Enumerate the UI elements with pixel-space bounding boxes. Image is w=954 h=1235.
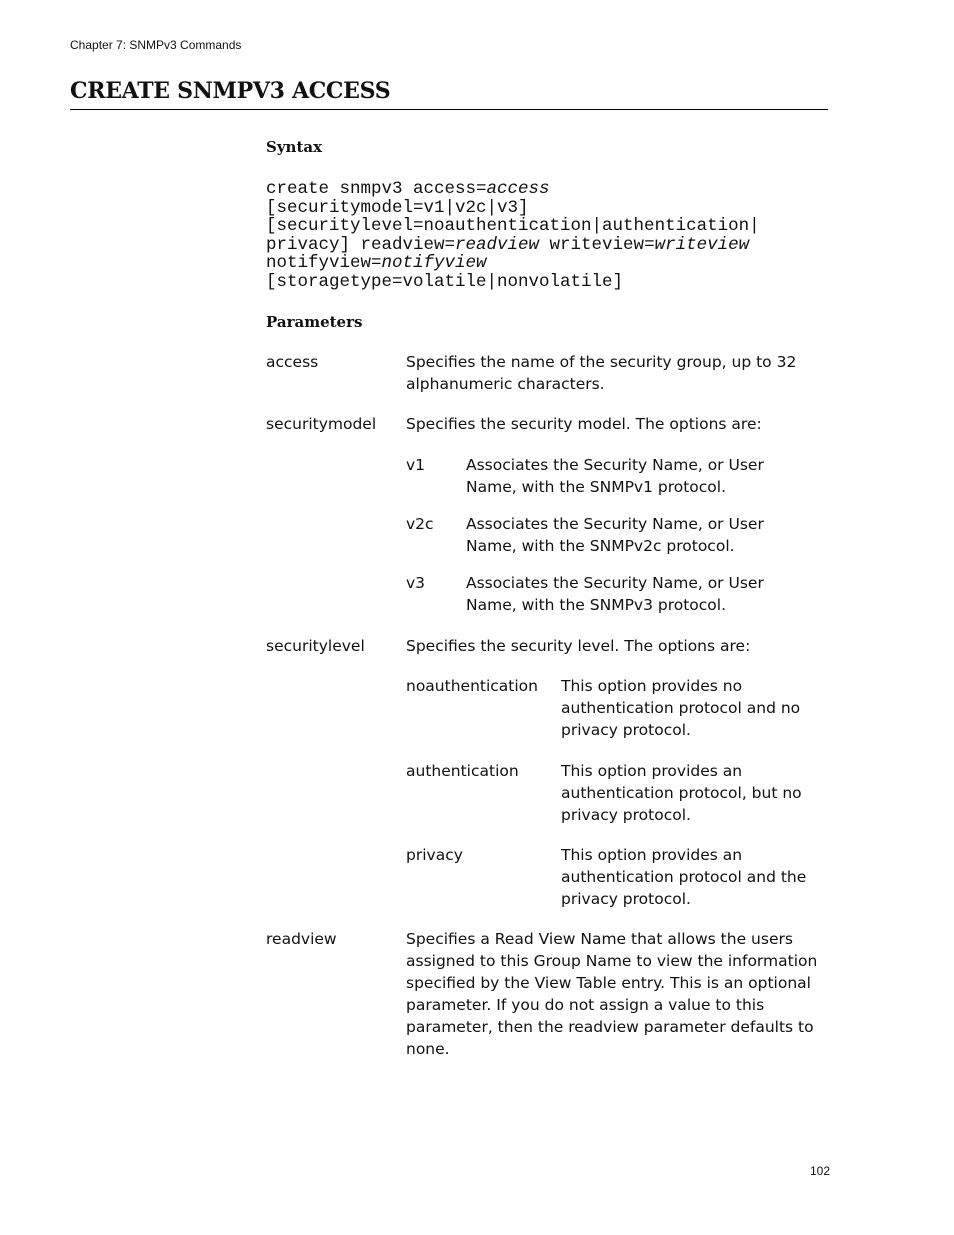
page-number: 102 (810, 1164, 831, 1178)
running-header: Chapter 7: SNMPv3 Commands (70, 38, 242, 52)
syntax-line: create snmpv3 access=access (266, 179, 550, 199)
option-desc-v2c: Associates the Security Name, or User Name, with the SNMPv2c protocol. (466, 515, 764, 555)
option-desc-authentication: This option provides an authentication protocol, but no privacy protocol. (561, 762, 802, 824)
param-term-securitylevel: securitylevel (266, 637, 365, 655)
option-name-authentication: authentication (406, 762, 519, 780)
option-name-v2c: v2c (406, 515, 434, 533)
param-term-access: access (266, 353, 319, 371)
option-desc-v1: Associates the Security Name, or User Name, with the SNMPv1 protocol. (466, 456, 764, 496)
option-name-noauthentication: noauthentication (406, 677, 538, 695)
syntax-block (266, 180, 760, 292)
option-name-privacy: privacy (406, 846, 463, 864)
syntax-heading: Syntax (266, 138, 323, 156)
title-rule (70, 109, 828, 110)
syntax-line: notifyview=notifyview (266, 253, 487, 274)
option-desc-privacy: This option provides an authentication protocol and the privacy protocol. (561, 846, 807, 908)
parameters-heading: Parameters (266, 313, 363, 331)
syntax-line: [securitylevel=noauthentication|authentication| (266, 216, 760, 237)
option-name-v3: v3 (406, 574, 426, 592)
param-term-securitymodel: securitymodel (266, 415, 377, 433)
option-desc-noauthentication: This option provides no authentication protocol and no privacy protocol. (561, 677, 801, 739)
param-desc-readview: Specifies a Read View Name that allows the users assigned to this Group Name to view the information specified by the View Table entry. This is an optional parameter. If you do not assign a value to this parameter, then the readview parameter defaults to none. (406, 930, 818, 1058)
param-desc-access: Specifies the name of the security group, up to 32 alphanumeric characters. (406, 353, 797, 393)
page-title: CREATE SNMPV3 ACCESS (70, 78, 391, 104)
option-desc-v3: Associates the Security Name, or User Name, with the SNMPv3 protocol. (466, 574, 764, 614)
param-desc-securitymodel: Specifies the security model. The options are: (406, 415, 762, 433)
syntax-line: [securitymodel=v1|v2c|v3] (266, 197, 529, 218)
param-term-readview: readview (266, 930, 337, 948)
option-name-v1: v1 (406, 456, 426, 474)
syntax-line: [storagetype=volatile|nonvolatile] (266, 271, 624, 292)
param-desc-securitylevel: Specifies the security level. The options are: (406, 637, 751, 655)
syntax-line: privacy] readview=readview writeview=writeview (266, 234, 750, 255)
